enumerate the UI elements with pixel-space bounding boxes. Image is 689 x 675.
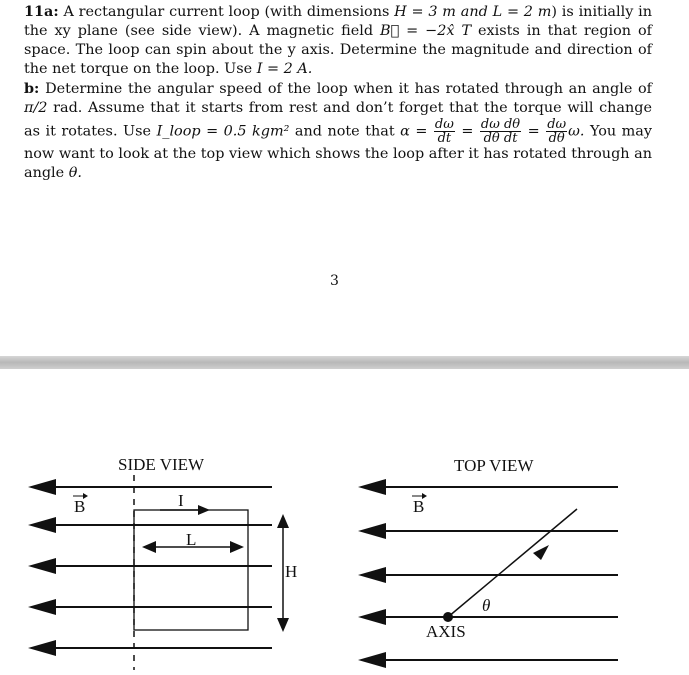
part-b-text-2: rad. Assume that it starts from rest and don’t forget that the torque will change as it rotates. Use bbox=[24, 100, 652, 140]
rotated-loop-arrowhead bbox=[533, 545, 549, 560]
part-a-text-3: exists in that region of space. The loop can spin about the y axis. Determine the magnitude and direction of the net torque on the loop. Use bbox=[24, 23, 653, 77]
axis-label: AXIS bbox=[426, 622, 466, 641]
part-a-text-1: A rectangular current loop (with dimensions bbox=[63, 4, 395, 20]
height-label: H bbox=[285, 562, 298, 581]
part-b-text-4: You may now want to look at the top view which shows the loop after it has rotated through an angle bbox=[24, 123, 652, 181]
fraction-1: $\frac{d\omega}{dt}$ bbox=[434, 117, 454, 146]
field-arrowhead bbox=[28, 479, 56, 495]
current-loop bbox=[134, 510, 248, 630]
length-arrowhead-right bbox=[230, 541, 244, 553]
field-arrowhead bbox=[28, 558, 56, 574]
side-view-title: SIDE VIEW bbox=[118, 455, 205, 474]
part-b-label: b: bbox=[24, 80, 40, 97]
part-b-text-1: Determine the angular speed of the loop when it has rotated through an angle of bbox=[45, 81, 653, 97]
dimensions: H = 3 m and L = 2 m bbox=[394, 4, 552, 20]
omega-tail: ω. bbox=[568, 123, 585, 140]
part-a-label: 11a: bbox=[24, 3, 59, 20]
fraction-3: $\frac{d\omega}{d\theta}$ bbox=[547, 117, 567, 146]
field-arrowhead bbox=[28, 517, 56, 533]
length-label: L bbox=[186, 530, 197, 549]
top-view-field-lines bbox=[358, 479, 618, 668]
field-arrowhead bbox=[28, 640, 56, 656]
part-b: b: Determine the angular speed of the loop when it has rotated through an angle of π/2 rad. Assume that it starts from rest and don’t forget that the torque will change as it rotates. Use I_loop = 0.5 kgm² and note that α = $\frac{d\omega}{dt}$ = $\frac{\text{dω dθ}}{\text{dθ dt}}$ = $\frac{d\omega}{d\theta}$ ω. You may now want to look at the top view which shows the loop after it has rotated through an angle θ. bbox=[24, 80, 653, 181]
fraction-2: $\frac{\text{dω dθ}}{\text{dθ dt}}$ bbox=[480, 117, 521, 146]
angle-value: π/2 bbox=[24, 100, 48, 116]
top-view-title: TOP VIEW bbox=[454, 456, 534, 475]
current-value: I = 2 A. bbox=[256, 61, 313, 77]
current-label: I bbox=[178, 491, 184, 510]
field-arrowhead bbox=[358, 609, 386, 625]
field-expression: B⃗ = −2x̂ T bbox=[380, 23, 472, 39]
length-arrowhead-left bbox=[142, 541, 156, 553]
height-arrowhead-top bbox=[277, 514, 289, 528]
field-arrowhead bbox=[358, 523, 386, 539]
axis-point bbox=[443, 612, 453, 622]
height-arrowhead-bottom bbox=[277, 618, 289, 632]
part-b-text-3: and note that bbox=[289, 123, 401, 140]
field-arrowhead bbox=[28, 599, 56, 615]
current-arrowhead bbox=[198, 505, 210, 515]
top-view-b-label: B bbox=[413, 497, 425, 516]
field-arrowhead bbox=[358, 479, 386, 495]
field-arrowhead bbox=[358, 652, 386, 668]
page-number: 3 bbox=[330, 273, 339, 289]
alpha-symbol: α = bbox=[400, 123, 428, 140]
angle-label: θ bbox=[482, 596, 491, 615]
field-arrowhead bbox=[358, 567, 386, 583]
side-view-b-label: B bbox=[74, 497, 86, 516]
inertia-value: I_loop = 0.5 kgm² bbox=[156, 123, 290, 140]
part-a-text-2: ) is initially in the xy plane (see side view). A magnetic field bbox=[24, 4, 653, 39]
rotated-loop-edge bbox=[448, 509, 577, 617]
theta-symbol: θ. bbox=[68, 165, 83, 181]
